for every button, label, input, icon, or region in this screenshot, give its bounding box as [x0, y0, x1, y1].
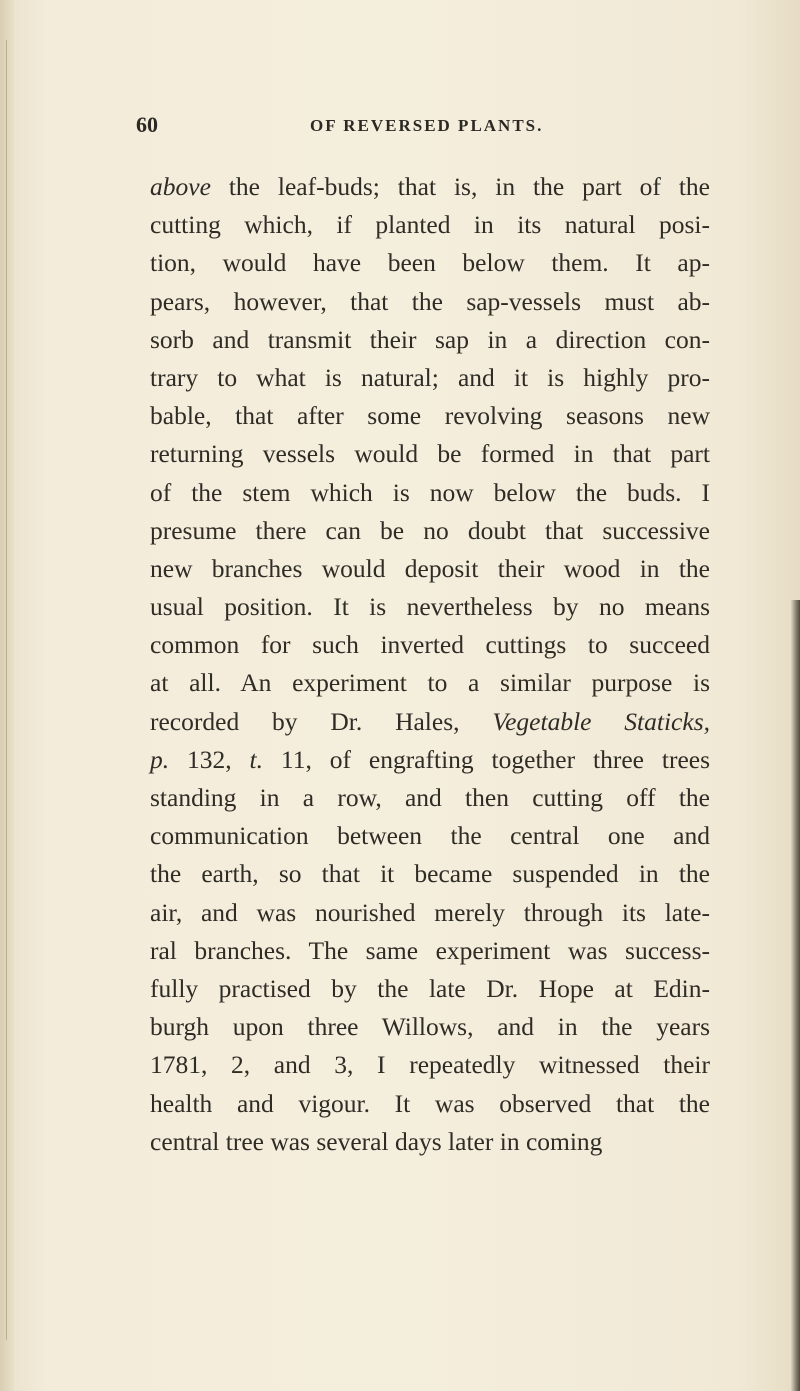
text-line: health and vigour. It was observed that the	[150, 1088, 710, 1118]
text-line: pears, however, that the sap-vessels must ab-	[150, 286, 710, 316]
page-number: 60	[136, 112, 158, 137]
text-line: sorb and transmit their sap in a direction con-	[150, 324, 710, 354]
text-line: returning vessels would be formed in that part	[150, 439, 710, 469]
page-abbrev: p.	[150, 744, 170, 774]
line-text: 132,	[169, 744, 250, 774]
text-line: of the stem which is now below the buds. I	[150, 477, 710, 507]
text-line: communication between the central one and	[150, 821, 710, 851]
emphasis-word: above	[150, 172, 211, 201]
text-line: central tree was several days later in coming	[150, 1126, 603, 1156]
page-left-margin-shadow	[0, 0, 14, 1391]
book-title-italic: Vegetable Staticks,	[492, 706, 710, 736]
text-line	[150, 168, 710, 206]
text-line: fully practised by the late Dr. Hope at Edin-	[150, 973, 710, 1003]
gutter-line	[6, 40, 7, 1340]
text-line	[150, 703, 710, 741]
running-head	[136, 112, 726, 142]
text-line: air, and was nourished merely through its late-	[150, 897, 710, 927]
text-line: 1781, 2, and 3, I repeatedly witnessed their	[150, 1050, 710, 1080]
text-line: ral branches. The same experiment was success-	[150, 935, 710, 965]
text-line: cutting which, if planted in its natural posi-	[150, 210, 710, 240]
line-text: the leaf-buds; that is, in the part of the	[210, 172, 710, 201]
body-text	[150, 168, 710, 1161]
text-line: standing in a row, and then cutting off the	[150, 783, 710, 812]
text-line: presume there can be no doubt that successive	[150, 515, 710, 545]
text-line: trary to what is natural; and it is highly pro-	[150, 362, 710, 392]
text-line: new branches would deposit their wood in the	[150, 553, 710, 583]
text-line: usual position. It is nevertheless by no means	[150, 592, 710, 622]
text-line: at all. An experiment to a similar purpose is	[150, 668, 710, 698]
text-line: common for such inverted cuttings to succeed	[150, 630, 710, 660]
text-line: burgh upon three Willows, and in the years	[150, 1012, 710, 1042]
line-text: 11, of engrafting together three trees	[263, 744, 711, 774]
text-line: bable, that after some revolving seasons new	[150, 401, 710, 431]
text-line: tion, would have been below them. It ap-	[150, 248, 710, 278]
table-abbrev: t.	[249, 744, 264, 774]
running-title: OF REVERSED PLANTS.	[310, 116, 544, 135]
page-right-edge-shadow	[790, 600, 800, 1391]
line-text: recorded by Dr. Hales,	[150, 706, 493, 736]
text-line: the earth, so that it became suspended in the	[150, 859, 710, 889]
text-line	[150, 741, 710, 779]
